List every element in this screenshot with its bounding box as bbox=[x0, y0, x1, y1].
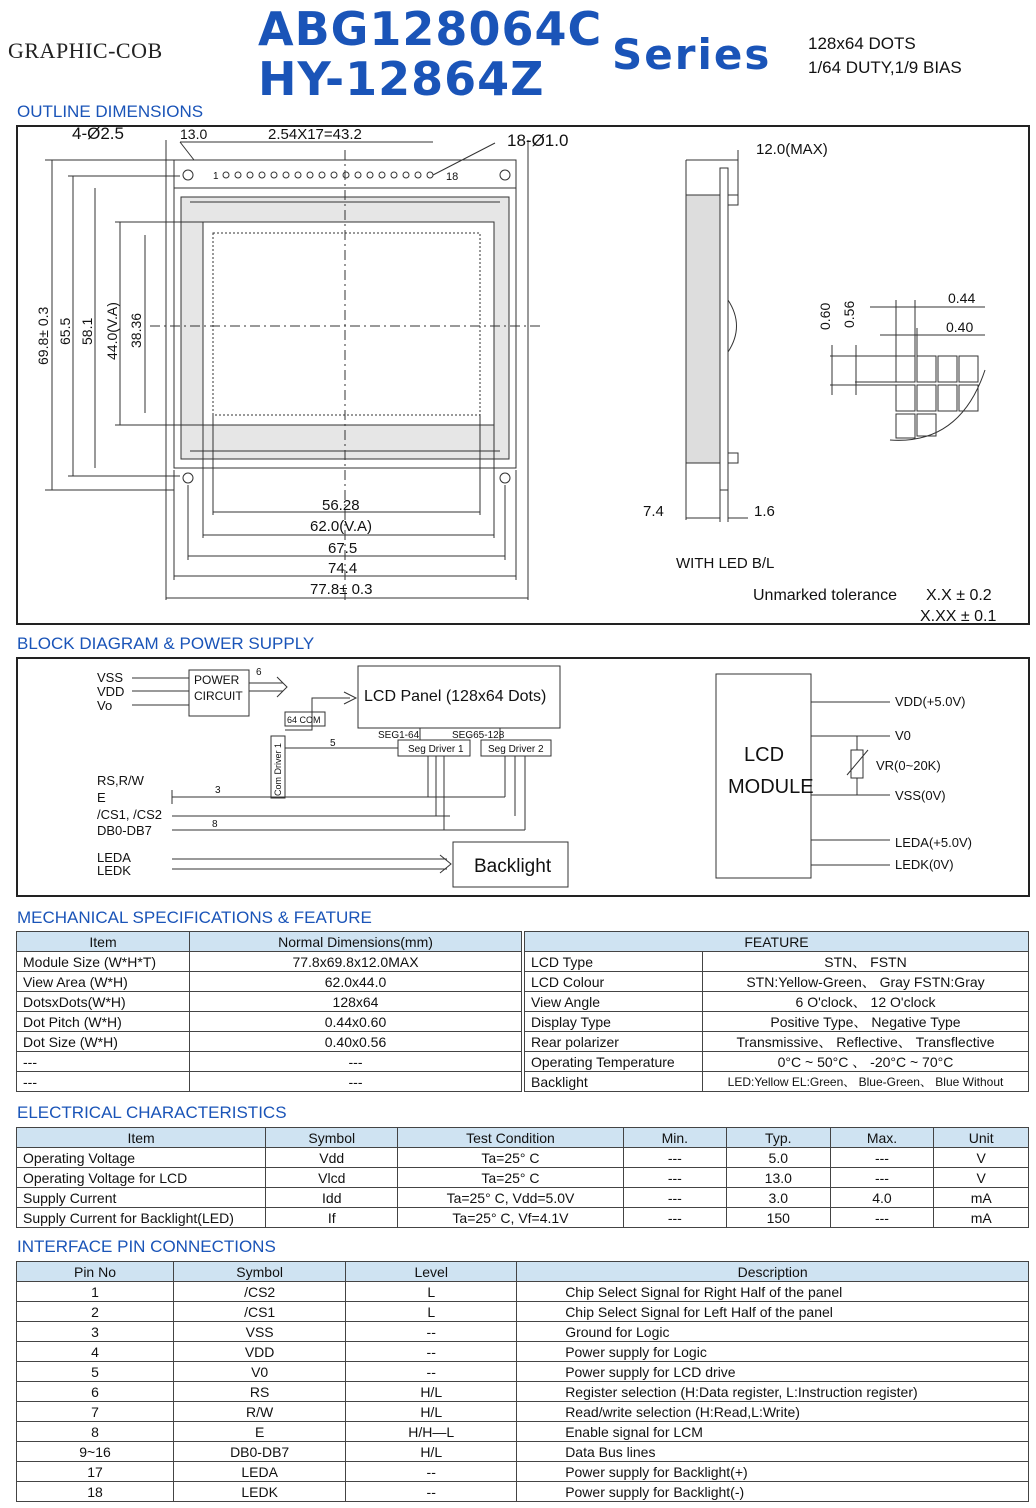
pin-row bbox=[17, 1402, 1029, 1422]
lcd-label: LCD bbox=[744, 744, 785, 766]
power-label: POWER bbox=[194, 673, 240, 687]
mech-value: 128x64 bbox=[190, 992, 522, 1012]
pin-cell: 4 bbox=[17, 1342, 174, 1362]
section-block-title: BLOCK DIAGRAM & POWER SUPPLY bbox=[17, 634, 315, 653]
feature-value: LED:Yellow EL:Green、 Blue-Green、 Blue Without bbox=[703, 1072, 1029, 1092]
pin-cell: R/W bbox=[174, 1402, 346, 1422]
feature-value: STN、 FSTN bbox=[703, 952, 1029, 972]
elec-cell: --- bbox=[830, 1148, 934, 1168]
elec-cell: mA bbox=[934, 1188, 1029, 1208]
pin-cell: -- bbox=[346, 1362, 517, 1382]
dim-v4: 44.0(V.A) bbox=[104, 302, 120, 360]
pin-cell: L bbox=[346, 1302, 517, 1322]
mech-row bbox=[17, 1032, 522, 1052]
pin-cell: LEDK bbox=[174, 1482, 346, 1502]
pin-cell: Chip Select Signal for Left Half of the panel bbox=[517, 1302, 1029, 1322]
feature-row bbox=[525, 952, 1029, 972]
model-title-1: ABG128064C bbox=[258, 2, 603, 56]
dim-side2: 1.6 bbox=[754, 503, 775, 520]
dim-v3: 58.1 bbox=[79, 317, 95, 345]
pin-cell: H/L bbox=[346, 1442, 517, 1462]
pin-cell: DB0-DB7 bbox=[174, 1442, 346, 1462]
feature-table bbox=[524, 931, 1029, 1092]
pin-cell: LEDA bbox=[174, 1462, 346, 1482]
feature-row bbox=[525, 1012, 1029, 1032]
pin-cell: 1 bbox=[17, 1282, 174, 1302]
seg2-label: SEG65-128 bbox=[452, 730, 505, 741]
supply-leda: LEDA(+5.0V) bbox=[895, 835, 972, 850]
pin-vo: Vo bbox=[97, 698, 113, 713]
supply-v0: V0 bbox=[895, 728, 911, 743]
mech-item: View Area (W*H) bbox=[17, 972, 190, 992]
mech-value: 77.8x69.8x12.0MAX bbox=[190, 952, 522, 972]
pin-cell: H/H—L bbox=[346, 1422, 517, 1442]
mech-item: Module Size (W*H*T) bbox=[17, 952, 190, 972]
elec-cell: V bbox=[934, 1148, 1029, 1168]
pin-row bbox=[17, 1322, 1029, 1342]
dim-d4: 0.40 bbox=[946, 319, 974, 335]
pin-header-3: Description bbox=[517, 1262, 1029, 1282]
pin-cell: Data Bus lines bbox=[517, 1442, 1029, 1462]
mech-item: DotsxDots(W*H) bbox=[17, 992, 190, 1012]
pin-cell: 9~16 bbox=[17, 1442, 174, 1462]
pin-cell: 3 bbox=[17, 1322, 174, 1342]
elec-cell: Vlcd bbox=[266, 1168, 398, 1188]
pin-cell: Chip Select Signal for Right Half of the panel bbox=[517, 1282, 1029, 1302]
model-title-2: HY-12864Z bbox=[258, 52, 545, 106]
supply-ledk: LEDK(0V) bbox=[895, 857, 954, 872]
com-label: 64 COM bbox=[287, 715, 321, 725]
tolerance-2: X.XX ± 0.1 bbox=[920, 608, 997, 625]
elec-cell: --- bbox=[623, 1148, 726, 1168]
feature-item: Backlight bbox=[525, 1072, 703, 1092]
dim-h4: 74.4 bbox=[328, 560, 358, 577]
pin-row bbox=[17, 1482, 1029, 1502]
pin-row bbox=[17, 1382, 1029, 1402]
pin-cell: 7 bbox=[17, 1402, 174, 1422]
elec-cell: Supply Current for Backlight(LED) bbox=[17, 1208, 266, 1228]
pin-cell: 6 bbox=[17, 1382, 174, 1402]
feature-row bbox=[525, 1072, 1029, 1092]
mech-row bbox=[17, 992, 522, 1012]
dim-holes: 4-Ø2.5 bbox=[72, 124, 124, 143]
pin-row bbox=[17, 1462, 1029, 1482]
pin-row bbox=[17, 1442, 1029, 1462]
elec-header-1: Symbol bbox=[266, 1128, 398, 1148]
pin-cell: VDD bbox=[174, 1342, 346, 1362]
elec-cell: Idd bbox=[266, 1188, 398, 1208]
elec-cell: 13.0 bbox=[727, 1168, 831, 1188]
elec-cell: 4.0 bbox=[830, 1188, 934, 1208]
module-label: MODULE bbox=[728, 776, 814, 798]
supply-vdd: VDD(+5.0V) bbox=[895, 694, 966, 709]
elec-cell: --- bbox=[830, 1208, 934, 1228]
pin-vdd: VDD bbox=[97, 684, 125, 699]
elec-cell: --- bbox=[623, 1208, 726, 1228]
pin-row bbox=[17, 1302, 1029, 1322]
feature-row bbox=[525, 972, 1029, 992]
elec-cell: --- bbox=[623, 1188, 726, 1208]
lcd-panel-label: LCD Panel (128x64 Dots) bbox=[364, 688, 547, 705]
led-note: WITH LED B/L bbox=[676, 555, 775, 572]
feature-item: View Angle bbox=[525, 992, 703, 1012]
elec-header-5: Max. bbox=[830, 1128, 934, 1148]
elec-cell: Operating Voltage for LCD bbox=[17, 1168, 266, 1188]
dim-h2: 62.0(V.A) bbox=[310, 518, 372, 535]
eight-label: 8 bbox=[212, 819, 218, 830]
tolerance-label: Unmarked tolerance bbox=[753, 587, 898, 604]
pin-row bbox=[17, 1282, 1029, 1302]
spec-dots: 128x64 DOTS bbox=[808, 34, 916, 53]
pin-cell: 8 bbox=[17, 1422, 174, 1442]
pin-cell: VSS bbox=[174, 1322, 346, 1342]
pin-cell: Power supply for Backlight(-) bbox=[517, 1482, 1029, 1502]
feature-item: LCD Type bbox=[525, 952, 703, 972]
mech-item: --- bbox=[17, 1072, 190, 1092]
pin-cell: 17 bbox=[17, 1462, 174, 1482]
mech-header-item: Item bbox=[17, 932, 190, 952]
mech-value: 62.0x44.0 bbox=[190, 972, 522, 992]
elec-cell: 3.0 bbox=[727, 1188, 831, 1208]
section-pins-title: INTERFACE PIN CONNECTIONS bbox=[17, 1237, 276, 1256]
elec-row bbox=[17, 1188, 1029, 1208]
backlight-label: Backlight bbox=[474, 856, 552, 877]
mech-value: --- bbox=[190, 1052, 522, 1072]
feature-row bbox=[525, 992, 1029, 1012]
pin-table bbox=[16, 1261, 1029, 1502]
dim-d2: 0.56 bbox=[841, 300, 857, 328]
pin-cell: -- bbox=[346, 1342, 517, 1362]
feature-row bbox=[525, 1032, 1029, 1052]
feature-item: Rear polarizer bbox=[525, 1032, 703, 1052]
pin-cell: Power supply for Backlight(+) bbox=[517, 1462, 1029, 1482]
pin-cell: Power supply for LCD drive bbox=[517, 1362, 1029, 1382]
pin-cell: -- bbox=[346, 1482, 517, 1502]
pin-cell: Ground for Logic bbox=[517, 1322, 1029, 1342]
pin-cell: -- bbox=[346, 1322, 517, 1342]
pin-leda: LEDA bbox=[97, 850, 131, 865]
elec-cell: Ta=25° C bbox=[398, 1148, 623, 1168]
elec-cell: Ta=25° C, Vf=4.1V bbox=[398, 1208, 623, 1228]
elec-cell: 5.0 bbox=[727, 1148, 831, 1168]
brand-logo: GRAPHIC-COB bbox=[8, 38, 163, 63]
feature-item: Operating Temperature bbox=[525, 1052, 703, 1072]
elec-cell: --- bbox=[830, 1168, 934, 1188]
elec-cell: Ta=25° C bbox=[398, 1168, 623, 1188]
section-outline-title: OUTLINE DIMENSIONS bbox=[17, 102, 204, 121]
elec-row bbox=[17, 1208, 1029, 1228]
block-diagram bbox=[0, 650, 1036, 900]
dim-side1: 7.4 bbox=[643, 503, 664, 520]
pin-cell: 2 bbox=[17, 1302, 174, 1322]
pin-row bbox=[17, 1422, 1029, 1442]
dim-thickness: 12.0(MAX) bbox=[756, 141, 828, 158]
seg1-label: SEG1-64 bbox=[378, 730, 420, 741]
seg-driver1-label: Seg Driver 1 bbox=[408, 744, 464, 755]
pin-row bbox=[17, 1362, 1029, 1382]
three-label: 3 bbox=[215, 785, 221, 796]
pin-header-0: Pin No bbox=[17, 1262, 174, 1282]
dim-pin-holes: 18-Ø1.0 bbox=[507, 131, 569, 150]
elec-row bbox=[17, 1168, 1029, 1188]
pin-ledk: LEDK bbox=[97, 863, 131, 878]
outline-drawing bbox=[0, 0, 1036, 630]
elec-cell: Ta=25° C, Vdd=5.0V bbox=[398, 1188, 623, 1208]
section-elec-title: ELECTRICAL CHARACTERISTICS bbox=[17, 1103, 287, 1122]
pin-cell: H/L bbox=[346, 1402, 517, 1422]
pin-cell: E bbox=[174, 1422, 346, 1442]
pin-row bbox=[17, 1342, 1029, 1362]
elec-header-3: Min. bbox=[623, 1128, 726, 1148]
elec-cell: If bbox=[266, 1208, 398, 1228]
feature-row bbox=[525, 1052, 1029, 1072]
pin-cell: Enable signal for LCM bbox=[517, 1422, 1029, 1442]
circuit-label: CIRCUIT bbox=[194, 689, 243, 703]
mech-item: Dot Pitch (W*H) bbox=[17, 1012, 190, 1032]
mech-row bbox=[17, 1072, 522, 1092]
elec-header-2: Test Condition bbox=[398, 1128, 623, 1148]
mech-value: 0.44x0.60 bbox=[190, 1012, 522, 1032]
five-label: 5 bbox=[330, 738, 336, 749]
elec-cell: mA bbox=[934, 1208, 1029, 1228]
section-mech-title: MECHANICAL SPECIFICATIONS & FEATURE bbox=[17, 908, 372, 927]
pin-header-1: Symbol bbox=[174, 1262, 346, 1282]
feature-value: STN:Yellow-Green、 Gray FSTN:Gray bbox=[703, 972, 1029, 992]
feature-item: LCD Colour bbox=[525, 972, 703, 992]
dim-h1: 56.28 bbox=[322, 497, 360, 514]
elec-cell: Vdd bbox=[266, 1148, 398, 1168]
feature-item: Display Type bbox=[525, 1012, 703, 1032]
feature-value: Transmissive、 Reflective、 Transflective bbox=[703, 1032, 1029, 1052]
supply-vr: VR(0~20K) bbox=[876, 758, 941, 773]
pin-cell: Read/write selection (H:Read,L:Write) bbox=[517, 1402, 1029, 1422]
mech-item: --- bbox=[17, 1052, 190, 1072]
elec-cell: 150 bbox=[727, 1208, 831, 1228]
dim-v5: 38.36 bbox=[128, 312, 144, 348]
pin-db: DB0-DB7 bbox=[97, 823, 152, 838]
pin-header-2: Level bbox=[346, 1262, 517, 1282]
dim-h5: 77.8± 0.3 bbox=[310, 581, 373, 598]
supply-vss: VSS(0V) bbox=[895, 788, 946, 803]
com-driver-label: Com Driver 1 bbox=[273, 742, 283, 796]
pin-cell: RS bbox=[174, 1382, 346, 1402]
feature-header: FEATURE bbox=[525, 932, 1029, 952]
feature-value: 0°C ~ 50°C 、 -20°C ~ 70°C bbox=[703, 1052, 1029, 1072]
mech-row bbox=[17, 1052, 522, 1072]
elec-cell: Operating Voltage bbox=[17, 1148, 266, 1168]
mech-header-dims: Normal Dimensions(mm) bbox=[190, 932, 522, 952]
pin-cell: /CS1 bbox=[174, 1302, 346, 1322]
pin-vss: VSS bbox=[97, 670, 124, 685]
mech-row bbox=[17, 1012, 522, 1032]
elec-cell: --- bbox=[623, 1168, 726, 1188]
mech-item: Dot Size (W*H) bbox=[17, 1032, 190, 1052]
elec-header-6: Unit bbox=[934, 1128, 1029, 1148]
dim-pin-offset: 13.0 bbox=[180, 126, 208, 142]
feature-value: Positive Type、 Negative Type bbox=[703, 1012, 1029, 1032]
six-label: 6 bbox=[256, 667, 262, 678]
mech-value: --- bbox=[190, 1072, 522, 1092]
pin-cell: -- bbox=[346, 1462, 517, 1482]
mech-row bbox=[17, 952, 522, 972]
dim-h3: 67.5 bbox=[328, 540, 358, 557]
series-title: Series bbox=[612, 30, 772, 79]
pin1-label: 1 bbox=[213, 171, 219, 182]
dim-pin-pitch: 2.54X17=43.2 bbox=[268, 126, 362, 143]
dim-d1: 0.60 bbox=[817, 302, 833, 330]
elec-header-4: Typ. bbox=[727, 1128, 831, 1148]
pin-rsrw: RS,R/W bbox=[97, 773, 144, 788]
mech-value: 0.40x0.56 bbox=[190, 1032, 522, 1052]
dim-v2: 65.5 bbox=[57, 317, 73, 345]
pin-cell: V0 bbox=[174, 1362, 346, 1382]
elec-header-0: Item bbox=[17, 1128, 266, 1148]
elec-table bbox=[16, 1127, 1029, 1228]
pin-cell: 18 bbox=[17, 1482, 174, 1502]
pin-cell: L bbox=[346, 1282, 517, 1302]
dim-v1: 69.8± 0.3 bbox=[35, 306, 51, 365]
mech-row bbox=[17, 972, 522, 992]
elec-cell: V bbox=[934, 1168, 1029, 1188]
pin-cell: /CS2 bbox=[174, 1282, 346, 1302]
elec-cell: Supply Current bbox=[17, 1188, 266, 1208]
mech-table bbox=[16, 931, 522, 1092]
tolerance-1: X.X ± 0.2 bbox=[926, 587, 992, 604]
seg-driver2-label: Seg Driver 2 bbox=[488, 744, 544, 755]
pin-cell: Register selection (H:Data register, L:Instruction register) bbox=[517, 1382, 1029, 1402]
dim-d3: 0.44 bbox=[948, 290, 976, 306]
pin-cell: H/L bbox=[346, 1382, 517, 1402]
elec-row bbox=[17, 1148, 1029, 1168]
pin18-label: 18 bbox=[446, 171, 459, 183]
feature-value: 6 O'clock、 12 O'clock bbox=[703, 992, 1029, 1012]
pin-cell: Power supply for Logic bbox=[517, 1342, 1029, 1362]
pin-cs: /CS1, /CS2 bbox=[97, 807, 163, 822]
spec-duty: 1/64 DUTY,1/9 BIAS bbox=[808, 58, 962, 77]
pin-cell: 5 bbox=[17, 1362, 174, 1382]
pin-e: E bbox=[97, 790, 106, 805]
